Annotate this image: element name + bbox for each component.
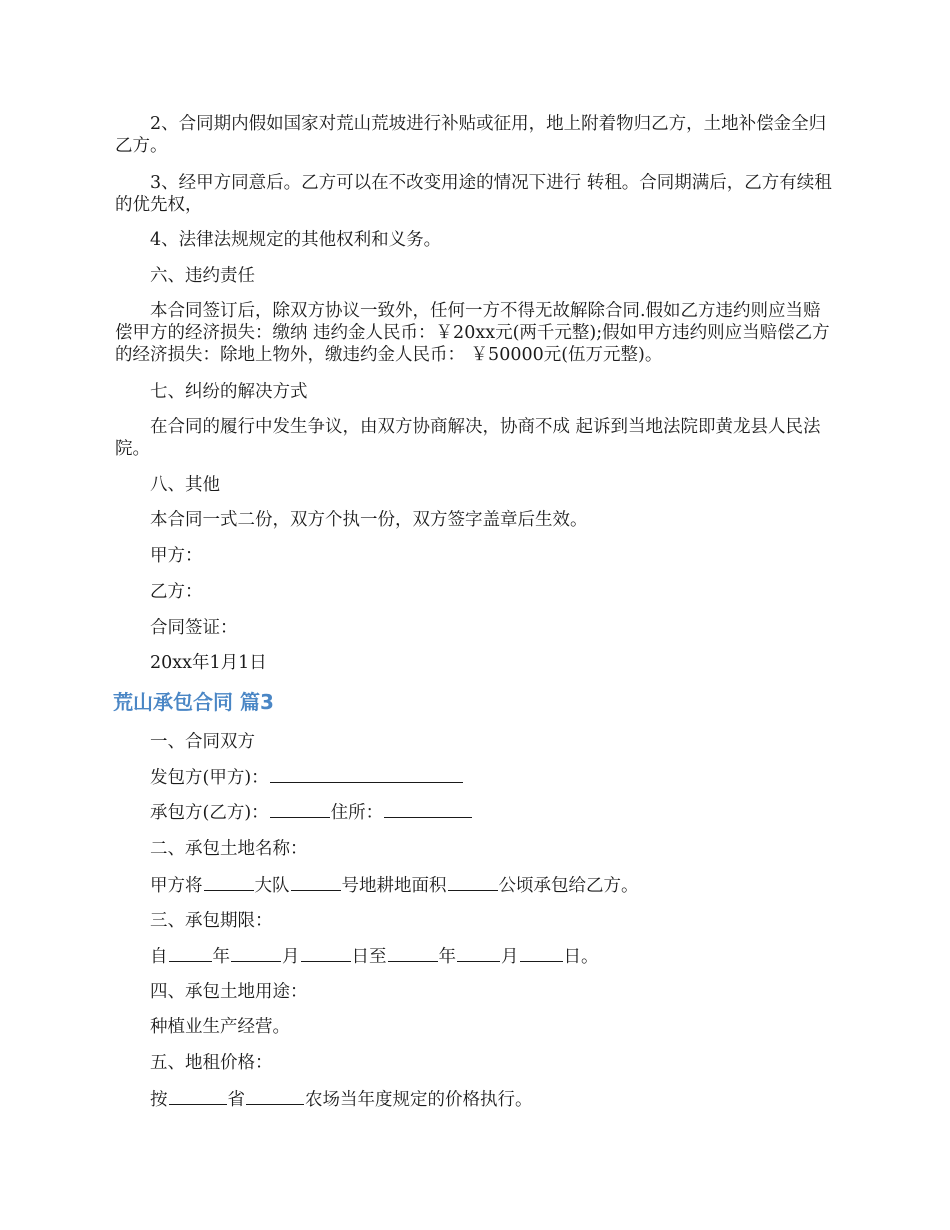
term-title: 三、承包期限： [150,911,273,931]
contract-attestation-line: 合同签证： [150,618,238,638]
address-blank [384,801,472,818]
lessee-line [115,801,835,824]
start-month-blank [231,945,281,962]
end-month-blank [457,945,500,962]
land-use-title: 四、承包土地用途： [150,982,308,1002]
term-year-2: 年 [438,947,456,967]
end-day-blank [520,945,563,962]
rent-title: 五、地租价格： [150,1053,273,1073]
province-blank [169,1088,227,1105]
contract-date: 20xx年1月1日 [150,653,267,673]
rent-text-3: 农场当年度规定的价格执行。 [305,1090,533,1110]
term-from: 自 [150,947,168,967]
party-b-signature-line: 乙方： [150,582,203,602]
lessor-line [115,766,835,789]
address-label: 住所： [330,803,384,823]
dispute-paragraph: 在合同的履行中发生争议，由双方协商解决，协商不成 起诉到当地法院即黄龙县人民法院。 [115,417,821,459]
section-heading: 荒山承包合同 篇3 [113,690,274,714]
rent-text-1: 按 [150,1090,168,1110]
term-line [115,945,835,968]
clause-3-paragraph: 3、经甲方同意后。乙方可以在不改变用途的情况下进行 转租。合同期满后，乙方有续租的优先权， [115,173,832,215]
land-text-3: 号地耕地面积 [341,876,447,896]
lessor-label: 发包方(甲方)： [150,768,269,788]
term-day-to: 日至 [351,947,387,967]
section-6-title: 六、违约责任 [150,266,255,286]
term-year-1: 年 [212,947,230,967]
parties-title: 一、合同双方 [150,732,255,752]
term-month-1: 月 [282,947,300,967]
section-8-title: 八、其他 [150,475,220,495]
plot-number-blank [291,874,341,891]
lessee-label: 承包方(乙方)： [150,803,269,823]
land-text-2: 大队 [254,876,290,896]
end-year-blank [388,945,438,962]
land-text-4: 公顷承包给乙方。 [498,876,639,896]
breach-paragraph: 本合同签订后，除双方协议一致外，任何一方不得无故解除合同.假如乙方违约则应当赔偿甲方的经济损失：缴纳 违约金人民币：￥20xx元(两千元整);假如甲方违约则应当赔偿乙方的经济损失：除地上物外，缴违约金人民币： ￥50000元(伍万元整)。 [115,301,830,365]
party-a-signature-line: 甲方： [150,546,203,566]
land-use-text: 种植业生产经营。 [150,1017,290,1037]
clause-4-paragraph: 4、法律法规规定的其他权利和义务。 [150,230,442,250]
rent-text-2: 省 [227,1090,245,1110]
clause-2-paragraph: 2、合同期内假如国家对荒山荒坡进行补贴或征用，地上附着物归乙方，土地补偿金全归乙方。 [115,114,827,156]
term-month-2: 月 [501,947,519,967]
section-7-title: 七、纠纷的解决方式 [150,382,308,402]
land-description-line [115,874,835,897]
start-day-blank [301,945,351,962]
land-text-1: 甲方将 [150,876,203,896]
land-name-title: 二、承包土地名称： [150,839,308,859]
lessee-blank [270,801,330,818]
brigade-blank [204,874,254,891]
lessor-blank [270,766,463,783]
rent-line [115,1088,835,1111]
copies-paragraph: 本合同一式二份，双方个执一份，双方签字盖章后生效。 [150,510,588,530]
area-blank [448,874,498,891]
term-day-end: 日。 [563,947,599,967]
start-year-blank [169,945,212,962]
farm-blank [246,1088,304,1105]
